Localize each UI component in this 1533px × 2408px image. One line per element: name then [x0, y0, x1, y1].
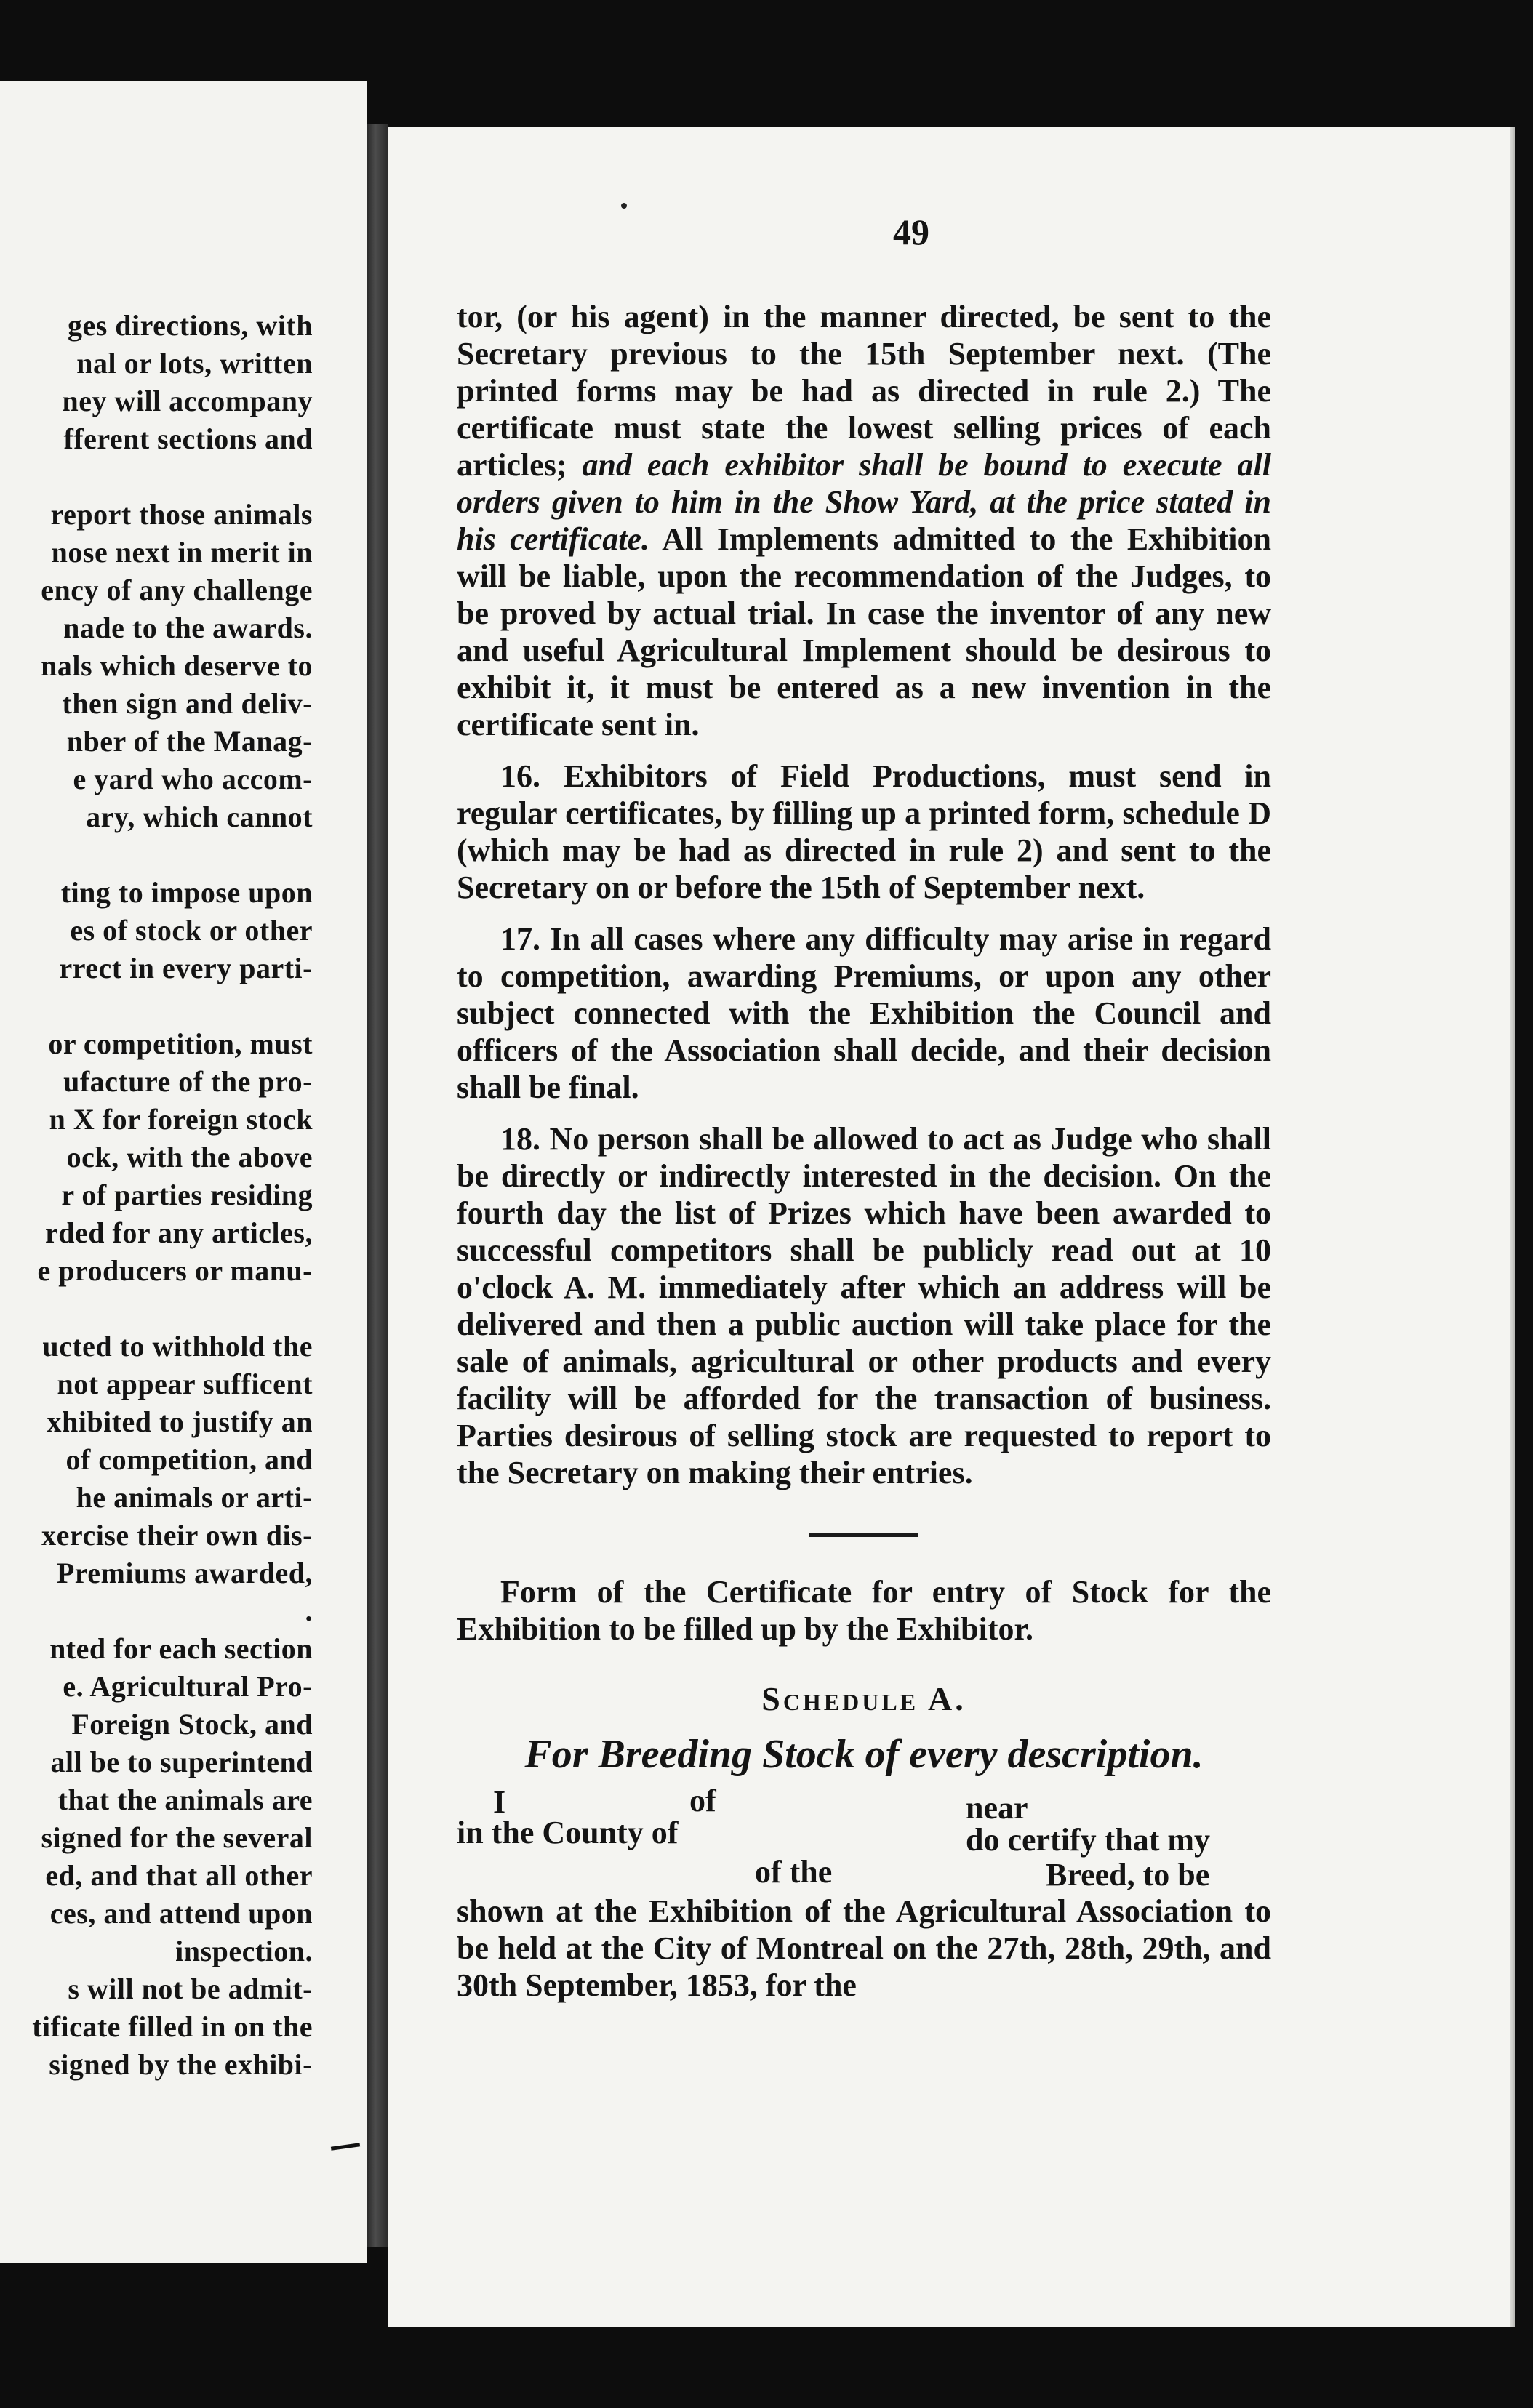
left-page-line: ock, with the above: [66, 1141, 313, 1173]
left-page-line: e producers or manu-: [37, 1254, 313, 1287]
left-page-line: ary, which cannot: [86, 800, 313, 833]
form-label-i: I: [493, 1784, 506, 1820]
left-page-line: then sign and deliv-: [62, 687, 313, 720]
paragraph-18: [457, 1120, 1271, 1491]
left-page-line: or competition, must: [48, 1027, 313, 1060]
left-page-line: [0, 1290, 313, 1328]
left-page-line: tificate filled in on the: [32, 2010, 313, 2043]
left-page-line: ency of any challenge: [41, 574, 313, 606]
left-page-line: fferent sections and: [63, 422, 313, 455]
left-page-line: signed by the exhibi-: [49, 2048, 313, 2081]
left-page-line: nade to the awards.: [63, 611, 313, 644]
left-page-line: e. Agricultural Pro-: [63, 1670, 313, 1703]
form-intro: [457, 1573, 1271, 1648]
left-page-line: nal or lots, written: [76, 347, 313, 380]
continuation-italic: and each exhibitor shall be bound to execute all orders given to him in the Show Yard, at the price stated in his certificate.: [457, 447, 1271, 557]
left-page-line: ting to impose upon: [60, 876, 313, 909]
paragraph-continuation: [457, 298, 1271, 743]
left-page-line: [0, 987, 313, 1025]
left-page-line: ces, and attend upon: [49, 1897, 313, 1930]
certificate-form: [457, 1783, 1271, 1893]
left-page-line: ges directions, with: [67, 309, 313, 342]
left-page-line: ed, and that all other: [45, 1859, 313, 1892]
left-page-line: that the animals are: [57, 1783, 313, 1816]
paragraph-18-text: 18. No person shall be allowed to act as Judge who shall be directly or indirectly interested in the decision. On the fourth day the list of Prizes which have been awarded to successful competitors shall be publicly read out at 10 o'clock A. M. immediately after which an address will be delivered and then a public auction will take place for the sale of animals, agricultural or other products and every facility will be afforded for the transaction of business. Parties desirous of selling stock are requested to report to the Secretary on making their entries.: [457, 1121, 1271, 1490]
left-page-line: signed for the several: [41, 1821, 313, 1854]
form-label-near: near: [966, 1790, 1028, 1826]
schedule-title: Schedule A.: [761, 1680, 966, 1717]
main-text-column: [457, 298, 1271, 2004]
left-page-line: rrect in every parti-: [59, 952, 313, 984]
left-page-line: he animals or arti-: [76, 1481, 313, 1514]
paragraph-16: [457, 758, 1271, 906]
left-page-text: [0, 307, 313, 2084]
form-label-county: in the County of: [457, 1815, 679, 1850]
left-page-line: nted for each section: [49, 1632, 313, 1665]
left-page-line: Premiums awarded,: [56, 1557, 313, 1589]
form-label-of-the: of the: [755, 1854, 833, 1890]
paragraph-17: [457, 920, 1271, 1106]
paragraph-16-text: 16. Exhibitors of Field Productions, must send in regular certificates, by filling up a printed form, schedule D (which may be had as directed in rule 2) and sent to the Secretary on or before the 15th of September next.: [457, 758, 1271, 905]
left-page-line: .: [305, 1594, 313, 1627]
left-page-line: n X for foreign stock: [49, 1103, 313, 1136]
right-page: [388, 127, 1515, 2327]
ink-speck: [621, 203, 627, 209]
form-intro-text: Form of the Certificate for entry of Stock for the Exhibition to be filled up by the Exhibitor.: [457, 1574, 1271, 1647]
left-page-line: [0, 836, 313, 874]
page-number: 49: [893, 212, 929, 252]
left-page-line: r of parties residing: [61, 1179, 313, 1211]
left-page-line: e yard who accom-: [73, 763, 313, 795]
left-page-line: nose next in merit in: [51, 536, 313, 569]
left-page-line: xercise their own dis-: [41, 1519, 313, 1552]
continuation-text-a: tor, (or his agent) in the manner directed, be sent to the Secretary previous to the 15th September next. (The printed forms may be had as directed in rule 2.) The certificate must state the lowest selling prices of each articles;: [457, 299, 1271, 483]
left-page-line: all be to superintend: [50, 1746, 313, 1778]
left-page-line: inspection.: [175, 1935, 313, 1967]
left-page-line: Foreign Stock, and: [71, 1708, 313, 1741]
form-label-of: of: [689, 1783, 716, 1818]
book-gutter: [367, 124, 388, 2247]
left-page-line: ufacture of the pro-: [63, 1065, 313, 1098]
left-page-line: not appear sufficent: [57, 1368, 313, 1400]
form-final-text: shown at the Exhibition of the Agricultural Association to be held at the City of Montreal on the 27th, 28th, 29th, and 30th September, 1853, for the: [457, 1893, 1271, 2003]
section-divider: [809, 1533, 918, 1537]
left-page-line: xhibited to justify an: [47, 1405, 313, 1438]
left-page-line: es of stock or other: [70, 914, 313, 947]
left-page-line: nals which deserve to: [41, 649, 313, 682]
left-page-line: ucted to withhold the: [42, 1330, 313, 1362]
left-page-line: of competition, and: [65, 1443, 313, 1476]
form-label-breed: Breed, to be: [1046, 1857, 1210, 1893]
left-page-line: report those animals: [50, 498, 313, 531]
left-page-line: nber of the Manag-: [66, 725, 313, 758]
left-page-line: [0, 458, 313, 496]
schedule-subtitle: For Breeding Stock of every description.: [524, 1732, 1204, 1777]
paragraph-17-text: 17. In all cases where any difficulty may arise in regard to competition, awarding Premiums, or upon any other subject connected with the Exhibition the Council and officers of the Association shall decide, and their decision shall be final.: [457, 921, 1271, 1105]
left-page: [0, 81, 367, 2263]
continuation-text-b: All Implements admitted to the Exhibition will be liable, upon the recommendation of the Judges, to be proved by actual trial. In case the inventor of any new and useful Agricultural Implement should be desirous to exhibit it, it must be entered as a new invention in the certificate sent in.: [457, 521, 1271, 742]
left-page-line: rded for any articles,: [45, 1216, 313, 1249]
form-label-certify: do certify that my: [966, 1822, 1211, 1858]
left-page-line: s will not be admit-: [68, 1972, 313, 2005]
left-page-line: ney will accompany: [62, 385, 313, 417]
